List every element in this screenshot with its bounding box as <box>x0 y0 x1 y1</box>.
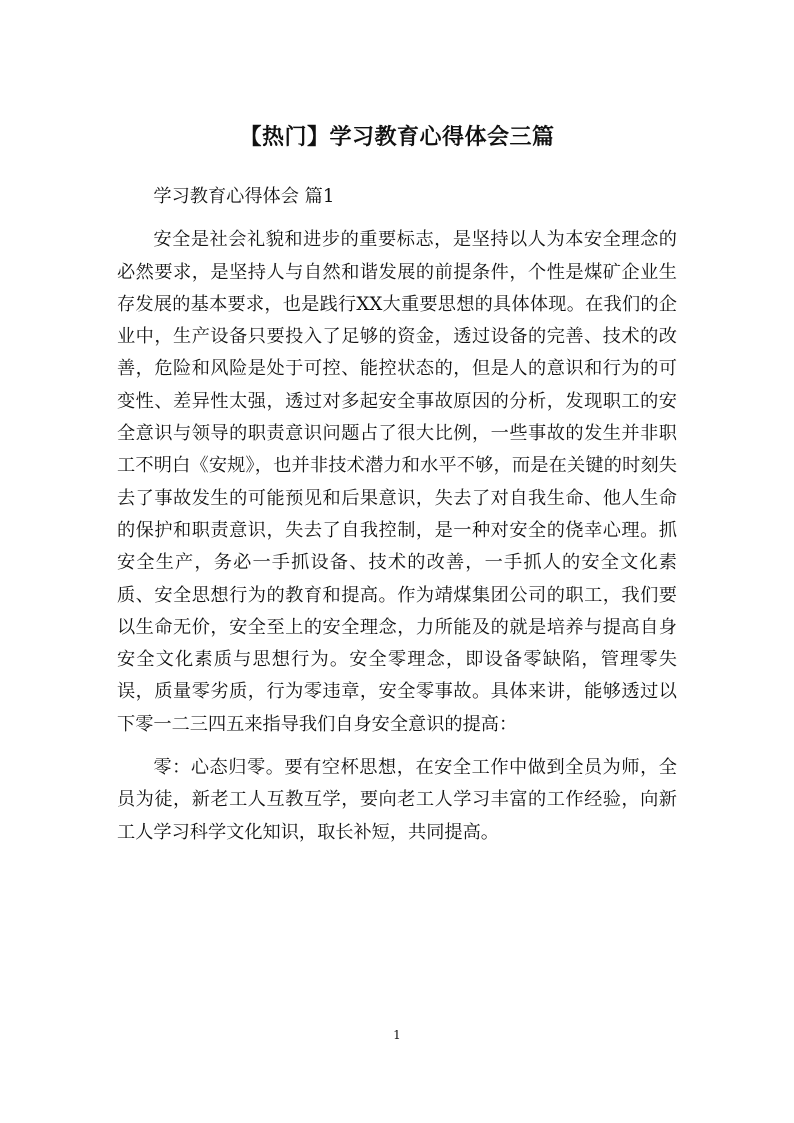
page-number: 1 <box>393 1028 401 1042</box>
body-paragraph-1: 安全是社会礼貌和进步的重要标志，是坚持以人为本安全理念的必然要求，是坚持人与自然和谐发展的前提条件，个性是煤矿企业生存发展的基本要求，也是践行XX大重要思想的具体体现。在我们的企业中，生产设备只要投入了足够的资金，透过设备的完善、技术的改善，危险和风险是处于可控、能控状态的，但是人的意识和行为的可变性、差异性太强，透过对多起安全事故原因的分析，发现职工的安全意识与领导的职责意识问题占了很大比例，一些事故的发生并非职工不明白《安规》，也并非技术潜力和水平不够，而是在关键的时刻失去了事故发生的可能预见和后果意识，失去了对自我生命、他人生命的保护和职责意识，失去了自我控制，是一种对安全的侥幸心理。抓安全生产，务必一手抓设备、技术的改善，一手抓人的安全文化素质、安全思想行为的教育和提高。作为靖煤集团公司的职工，我们要以生命无价，安全至上的安全理念，力所能及的就是培养与提高自身安全文化素质与思想行为。安全零理念，即设备零缺陷，管理零失误，质量零劣质，行为零违章，安全零事故。具体来讲，能够透过以下零一二三四五来指导我们自身安全意识的提高： <box>117 229 677 735</box>
document-title: 【热门】学习教育心得体会三篇 <box>239 125 555 150</box>
section-heading: 学习教育心得体会 篇1 <box>153 186 335 207</box>
body-paragraph-2: 零：心态归零。要有空杯思想，在安全工作中做到全员为师，全员为徒，新老工人互教互学，要向老工人学习丰富的工作经验，向新工人学习科学文化知识，取长补短，共同提高。 <box>117 757 677 843</box>
document-body <box>117 181 677 849</box>
